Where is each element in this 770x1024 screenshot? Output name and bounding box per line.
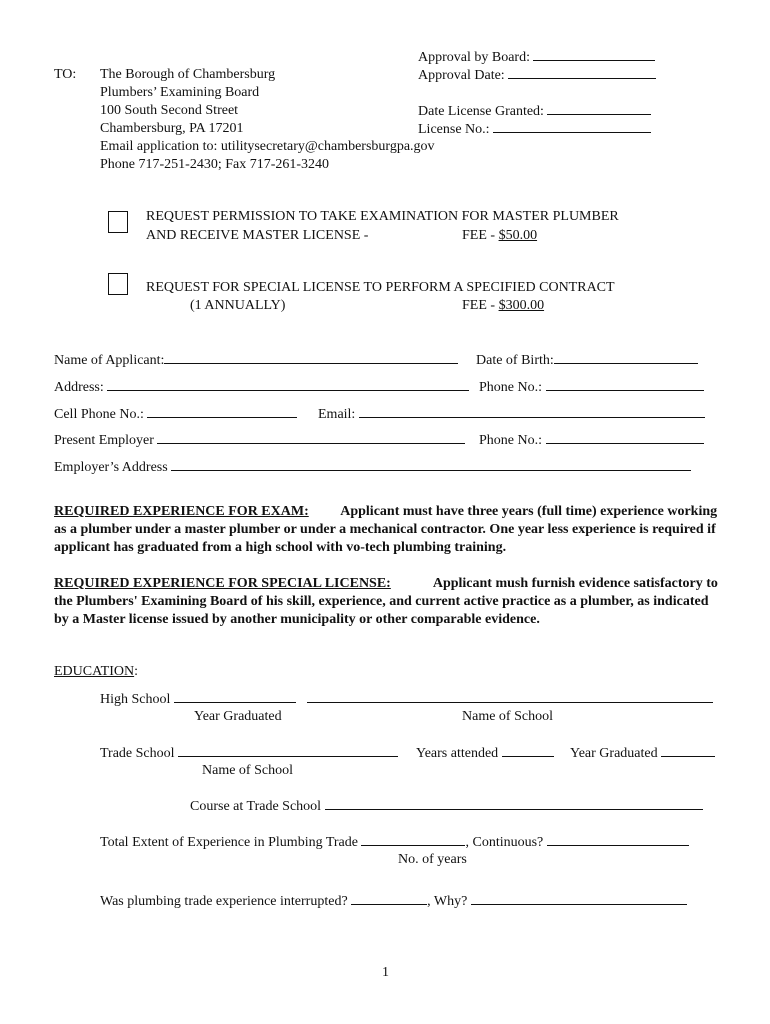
education-heading-text: EDUCATION: [54, 664, 135, 679]
trade-year-graduated-label: Year Graduated: [570, 746, 658, 761]
email-instruction: Email application to: utilitysecretary@chambersburgpa.gov: [100, 139, 435, 154]
trade-school-name-caption: Name of School: [202, 763, 293, 778]
employer-address-field[interactable]: [171, 458, 691, 471]
address-line-1: The Borough of Chambersburg: [100, 67, 276, 82]
employer-phone-field[interactable]: [546, 431, 704, 444]
exam-requirement-heading: REQUIRED EXPERIENCE FOR EXAM:: [54, 504, 309, 519]
exam-requirement-text: Applicant must have three years (full time) experience working as a plumber under a master plumber or under a mechanical contractor. One year less experience is required if applicant has graduated from a high school with vo-tech plumbing training.: [54, 504, 718, 555]
cell-phone-row: [54, 405, 297, 423]
date-license-granted-field[interactable]: [547, 102, 651, 115]
option2-line2: (1 ANNUALLY): [190, 298, 286, 313]
approval-by-board-field[interactable]: [533, 48, 655, 61]
email-label: Email:: [318, 407, 356, 422]
total-experience-field[interactable]: [361, 833, 465, 846]
address-line-4: Chambersburg, PA 17201: [100, 121, 244, 136]
exam-requirement: [54, 503, 724, 557]
high-school-label: High School: [100, 692, 171, 707]
approval-by-board-row: [418, 48, 655, 66]
course-row: [190, 797, 703, 815]
approval-date-row: [418, 66, 656, 84]
trade-school-label: Trade School: [100, 746, 175, 761]
years-attended-label: Years attended: [416, 746, 499, 761]
employer-phone-label: Phone No.:: [479, 433, 542, 448]
high-school-row: [100, 690, 713, 708]
course-label: Course at Trade School: [190, 799, 322, 814]
dob-label: Date of Birth:: [476, 353, 554, 368]
phone-row: [479, 378, 704, 396]
employer-label: Present Employer: [54, 433, 154, 448]
total-experience-label: Total Extent of Experience in Plumbing Trade: [100, 835, 358, 850]
why-label: , Why?: [427, 894, 468, 909]
phone-field[interactable]: [546, 378, 704, 391]
address-line-2: Plumbers’ Examining Board: [100, 85, 260, 100]
option1-fee-value: $50.00: [498, 228, 538, 243]
applicant-name-label: Name of Applicant:: [54, 353, 165, 368]
years-attended-row: [416, 744, 554, 762]
interrupted-field[interactable]: [351, 892, 427, 905]
page-number: 1: [382, 965, 389, 980]
option2-fee-label: FEE -: [462, 298, 499, 313]
address-line-3: 100 South Second Street: [100, 103, 239, 118]
continuous-label: , Continuous?: [465, 835, 544, 850]
high-school-name-caption: Name of School: [462, 709, 553, 724]
employer-address-row: [54, 458, 691, 476]
approval-date-field[interactable]: [508, 66, 656, 79]
special-requirement: [54, 575, 724, 629]
special-requirement-heading: REQUIRED EXPERIENCE FOR SPECIAL LICENSE:: [54, 576, 391, 591]
cell-phone-field[interactable]: [147, 405, 297, 418]
option1-fee-label: FEE -: [462, 228, 499, 243]
license-no-label: License No.:: [418, 122, 490, 137]
high-school-year-caption: Year Graduated: [194, 709, 282, 724]
employer-row: [54, 431, 465, 449]
years-attended-field[interactable]: [502, 744, 554, 757]
education-heading: [54, 663, 138, 680]
total-experience-row: [100, 833, 689, 851]
high-school-year-field[interactable]: [174, 690, 296, 703]
applicant-name-row: [54, 351, 458, 369]
approval-date-label: Approval Date:: [418, 68, 505, 83]
option1-line1: REQUEST PERMISSION TO TAKE EXAMINATION FOR MASTER PLUMBER: [146, 209, 619, 224]
employer-address-label: Employer’s Address: [54, 460, 168, 475]
no-of-years-caption: No. of years: [398, 852, 467, 867]
trade-school-name-field[interactable]: [178, 744, 398, 757]
email-row: [318, 405, 705, 423]
applicant-name-field[interactable]: [164, 351, 458, 364]
option2-line1: REQUEST FOR SPECIAL LICENSE TO PERFORM A SPECIFIED CONTRACT: [146, 280, 615, 295]
address-label: Address:: [54, 380, 104, 395]
phone-label: Phone No.:: [479, 380, 542, 395]
master-plumber-checkbox[interactable]: [108, 211, 128, 233]
option2-fee: [462, 297, 544, 314]
interrupted-label: Was plumbing trade experience interrupted?: [100, 894, 348, 909]
trade-school-row: [100, 744, 398, 762]
employer-field[interactable]: [157, 431, 465, 444]
option2-fee-value: $300.00: [498, 298, 545, 313]
license-no-field[interactable]: [493, 120, 651, 133]
approval-by-board-label: Approval by Board:: [418, 50, 530, 65]
date-license-granted-row: [418, 102, 651, 120]
to-label: TO:: [54, 67, 77, 82]
cell-phone-label: Cell Phone No.:: [54, 407, 144, 422]
employer-phone-row: [479, 431, 704, 449]
trade-year-graduated-field[interactable]: [661, 744, 715, 757]
special-license-checkbox[interactable]: [108, 273, 128, 295]
address-field[interactable]: [107, 378, 469, 391]
email-field[interactable]: [359, 405, 705, 418]
interrupted-row: [100, 892, 687, 910]
trade-year-graduated-row: [570, 744, 715, 762]
license-no-row: [418, 120, 651, 138]
phone-fax: Phone 717-251-2430; Fax 717-261-3240: [100, 157, 330, 172]
education-heading-colon: :: [134, 664, 138, 679]
address-row: [54, 378, 469, 396]
dob-row: [476, 351, 698, 369]
date-license-granted-label: Date License Granted:: [418, 104, 544, 119]
special-requirement-text: Applicant mush furnish evidence satisfactory to the Plumbers' Examining Board of his skill, experience, and current active practice as a plumber, as indicated by a Master license issued by another municipality or other comparable evidence.: [54, 576, 718, 627]
option1-fee: [462, 227, 537, 244]
continuous-field[interactable]: [547, 833, 689, 846]
high-school-name-field[interactable]: [307, 690, 713, 703]
option1-line2: AND RECEIVE MASTER LICENSE -: [146, 228, 369, 243]
why-field[interactable]: [471, 892, 687, 905]
dob-field[interactable]: [554, 351, 698, 364]
course-field[interactable]: [325, 797, 703, 810]
